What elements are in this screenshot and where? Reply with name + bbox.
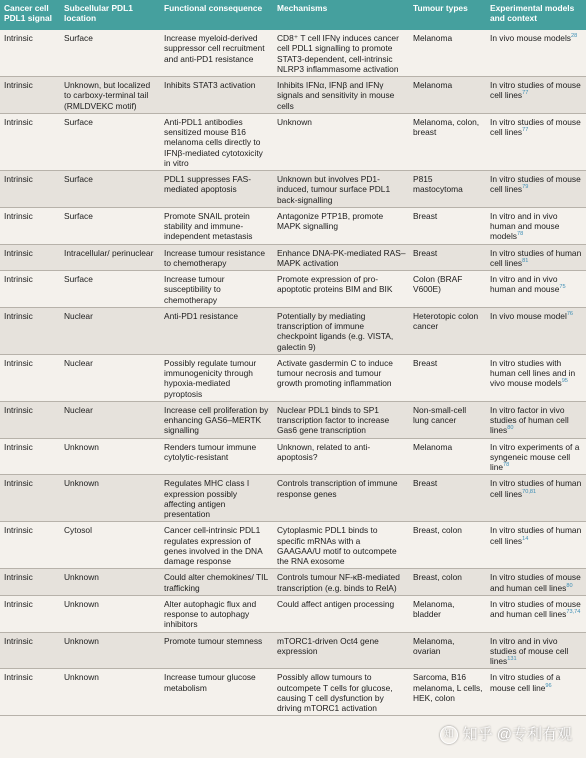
cell-mechanisms (273, 271, 409, 308)
cell-location (60, 77, 160, 114)
cell-models-text: In vivo mouse model (490, 310, 567, 321)
cell-mechanisms (273, 207, 409, 244)
cell-models (486, 30, 586, 77)
cell-consequence-text: Cancer cell-intrinsic PDL1 regulates expression of genes involved in the DNA damage response (164, 525, 263, 566)
cell-tumour-types (409, 401, 486, 438)
cell-consequence (160, 569, 273, 596)
cell-mechanisms-text: Controls tumour NF-κB-mediated transcription (e.g. binds to RelA) (277, 572, 400, 593)
header-consequence: Functional consequence (160, 0, 273, 30)
cell-models-text: In vitro and in vivo human and mouse models (490, 210, 560, 242)
table-row (0, 475, 586, 522)
cell-models (486, 113, 586, 170)
cell-location-text: Surface (64, 210, 93, 221)
reference-number[interactable]: 70,81 (522, 488, 537, 495)
cell-signal-text: Intrinsic (4, 404, 33, 415)
cell-mechanisms (273, 438, 409, 475)
cell-models-text: In vitro studies of mouse cell lines (490, 174, 581, 195)
cell-signal (0, 438, 60, 475)
cell-mechanisms-text: Promote expression of pro-apoptotic proteins BIM and BIK (277, 274, 393, 295)
cell-signal (0, 669, 60, 716)
cell-signal (0, 207, 60, 244)
cell-mechanisms-text: Cytoplasmic PDL1 binds to specific mRNAs with a GAAGAA/U motif to outcompete the RNA exosome (277, 525, 397, 566)
reference-number[interactable]: 14 (522, 535, 529, 542)
cell-signal-text: Intrinsic (4, 635, 33, 646)
cell-signal-text: Intrinsic (4, 357, 33, 368)
table-row (0, 244, 586, 271)
table-row (0, 271, 586, 308)
cell-consequence-text: Increase myeloid-derived suppressor cell recruitment and anti-PD1 resistance (164, 33, 265, 64)
cell-models-text: In vitro experiments of a syngeneic mouse cell line (490, 441, 580, 472)
cell-consequence-text: Promote tumour stemness (164, 635, 263, 646)
table-row (0, 569, 586, 596)
table-row (0, 207, 586, 244)
cell-signal (0, 632, 60, 669)
cell-consequence (160, 595, 273, 632)
cell-consequence (160, 438, 273, 475)
cell-signal-text: Intrinsic (4, 80, 33, 90)
cell-tumour-types-text: Melanoma, bladder (413, 598, 455, 619)
table-row (0, 522, 586, 569)
cell-tumour-types-text: Breast (413, 247, 438, 258)
cell-signal-text: Intrinsic (4, 672, 33, 683)
cell-location (60, 475, 160, 522)
cell-location-text: Unknown (64, 441, 99, 452)
cell-mechanisms (273, 401, 409, 438)
reference-number[interactable]: 75 (559, 284, 566, 291)
table-row (0, 354, 586, 401)
reference-number[interactable]: 28 (571, 33, 578, 40)
cell-consequence-text: PDL1 suppresses FAS-mediated apoptosis (164, 174, 252, 195)
cell-tumour-types (409, 475, 486, 522)
cell-location-text: Unknown (64, 572, 99, 583)
header-row (0, 0, 586, 30)
reference-number[interactable]: 78 (517, 231, 524, 238)
cell-consequence-text: Anti-PD1 resistance (164, 310, 239, 321)
cell-location (60, 438, 160, 475)
cell-mechanisms (273, 595, 409, 632)
cell-models (486, 354, 586, 401)
cell-signal (0, 171, 60, 208)
cell-tumour-types (409, 438, 486, 475)
cell-location-text: Nuclear (64, 310, 93, 321)
reference-number[interactable]: 77 (522, 127, 529, 134)
cell-consequence-text: Increase tumour susceptibility to chemotherapy (164, 274, 225, 305)
cell-location (60, 354, 160, 401)
cell-location-text: Surface (64, 274, 93, 284)
cell-models (486, 522, 586, 569)
cell-mechanisms-text: Unknown (277, 116, 312, 127)
cell-models (486, 595, 586, 632)
reference-number[interactable]: 131 (507, 656, 517, 663)
cell-tumour-types-text: Breast (413, 478, 438, 489)
cell-models (486, 438, 586, 475)
cell-mechanisms (273, 77, 409, 114)
cell-consequence-text: Possibly regulate tumour immunogenicity through hypoxia-mediated pyroptosis (164, 357, 257, 399)
cell-location-text: Nuclear (64, 357, 93, 368)
cell-models (486, 207, 586, 244)
cell-tumour-types-text: Heterotopic colon cancer (413, 310, 479, 331)
cell-consequence (160, 354, 273, 401)
cell-tumour-types (409, 307, 486, 354)
cell-mechanisms (273, 307, 409, 354)
cell-location-text: Unknown (64, 478, 99, 489)
reference-number[interactable]: 80 (566, 582, 573, 589)
cell-location (60, 30, 160, 77)
cell-location-text: Unknown (64, 635, 99, 646)
cell-models-text: In vitro studies of a mouse cell line (490, 672, 561, 693)
cell-mechanisms (273, 354, 409, 401)
cell-location (60, 113, 160, 170)
cell-tumour-types-text: Melanoma (413, 33, 453, 43)
reference-number[interactable]: 73,74 (566, 609, 581, 616)
cell-tumour-types (409, 271, 486, 308)
cell-consequence (160, 307, 273, 354)
cell-consequence-text: Anti-PDL1 antibodies sensitized mouse B16 melanoma cells directly to IFNβ-mediated cytotoxicity in vitro (164, 116, 263, 168)
cell-consequence-text: Promote SNAIL protein stability and immune-independent metastasis (164, 210, 253, 242)
cell-signal (0, 113, 60, 170)
cell-models (486, 77, 586, 114)
cell-location (60, 401, 160, 438)
cell-mechanisms-text: CD8⁺ T cell IFNγ induces cancer cell PDL1 signalling to promote STAT3-dependent, cell-intrinsic NLRP3 inflammasome activation (277, 33, 399, 74)
cell-models (486, 475, 586, 522)
cell-consequence (160, 207, 273, 244)
cell-signal-text: Intrinsic (4, 174, 33, 184)
header-location: Subcellular PDL1 location (60, 0, 160, 30)
cell-signal (0, 522, 60, 569)
table-row (0, 171, 586, 208)
cell-mechanisms (273, 30, 409, 77)
cell-tumour-types-text: P815 mastocytoma (413, 174, 463, 195)
cell-tumour-types (409, 522, 486, 569)
table-row (0, 669, 586, 716)
watermark-text: 知乎 @专利有观 (462, 725, 572, 743)
cell-consequence-text: Increase tumour glucose metabolism (164, 672, 256, 693)
zhihu-logo-icon: 知 (440, 726, 458, 744)
cell-location (60, 522, 160, 569)
table-row (0, 77, 586, 114)
cell-signal-text: Intrinsic (4, 441, 33, 452)
zhihu-watermark (440, 726, 572, 744)
cell-models (486, 244, 586, 271)
cell-consequence (160, 77, 273, 114)
table-body (0, 30, 586, 716)
cell-mechanisms-text: Possibly allow tumours to outcompete T cells for glucose, causing T cell dysfunction by driving mTORC1 activation (277, 672, 393, 713)
cell-mechanisms-text: Inhibits IFNα, IFNβ and IFNγ signals and sensitivity in mouse cells (277, 80, 395, 111)
cell-models-text: In vitro and in vivo studies of mouse cell lines (490, 635, 569, 666)
cell-models-text: In vitro studies of mouse cell lines (490, 80, 581, 101)
cell-signal (0, 30, 60, 77)
cell-consequence-text: Increase tumour resistance to chemotherapy (164, 247, 266, 268)
cell-tumour-types (409, 595, 486, 632)
cell-tumour-types-text: Melanoma, colon, breast (413, 116, 480, 137)
cell-mechanisms-text: Unknown but involves PD1-induced, tumour surface PDL1 back-signalling (277, 174, 391, 205)
header-models: Experimental models and context (486, 0, 586, 30)
cell-location (60, 207, 160, 244)
cell-signal (0, 244, 60, 271)
table-header (0, 0, 586, 30)
cell-tumour-types (409, 632, 486, 669)
table-row (0, 401, 586, 438)
table-row (0, 307, 586, 354)
cell-models-text: In vivo mouse models (490, 33, 571, 43)
cell-mechanisms (273, 632, 409, 669)
cell-tumour-types-text: Colon (BRAF V600E) (413, 274, 463, 295)
cell-consequence-text: Inhibits STAT3 activation (164, 80, 256, 90)
cell-models-text: In vitro and in vivo human and mouse (490, 274, 560, 295)
cell-tumour-types (409, 30, 486, 77)
cell-mechanisms (273, 113, 409, 170)
cell-models (486, 171, 586, 208)
cell-mechanisms-text: mTORC1-driven Oct4 gene expression (277, 635, 379, 656)
cell-consequence-text: Regulates MHC class I expression possibly affecting antigen presentation (164, 478, 250, 519)
cell-signal-text: Intrinsic (4, 478, 33, 489)
cell-location-text: Nuclear (64, 404, 93, 415)
cell-location (60, 171, 160, 208)
cell-mechanisms-text: Controls transcription of immune response genes (277, 478, 398, 499)
cell-models (486, 271, 586, 308)
cell-mechanisms-text: Could affect antigen processing (277, 598, 395, 609)
cell-signal-text: Intrinsic (4, 247, 33, 258)
cell-models-text: In vitro studies of human cell lines (490, 525, 582, 546)
table-row (0, 113, 586, 170)
cell-signal-text: Intrinsic (4, 116, 33, 127)
cell-location-text: Surface (64, 33, 93, 43)
cell-signal-text: Intrinsic (4, 525, 33, 536)
table-row (0, 438, 586, 475)
cell-location-text: Intracellular/ perinuclear (64, 247, 154, 258)
cell-models-text: In vitro studies with human cell lines and in vivo mouse models (490, 357, 576, 389)
cell-mechanisms-text: Unknown, related to anti-apoptosis? (277, 441, 371, 462)
cell-consequence (160, 244, 273, 271)
cell-tumour-types-text: Sarcoma, B16 melanoma, L cells, HEK, colon (413, 672, 483, 703)
cell-signal-text: Intrinsic (4, 33, 33, 43)
cell-tumour-types-text: Melanoma (413, 80, 453, 90)
cell-location (60, 307, 160, 354)
cell-models-text: In vitro studies of mouse and human cell lines (490, 598, 581, 619)
reference-number[interactable]: 96 (545, 682, 552, 689)
reference-number[interactable]: 81 (522, 257, 529, 264)
table-row (0, 632, 586, 669)
cell-signal-text: Intrinsic (4, 572, 33, 583)
reference-number[interactable]: 78 (503, 462, 510, 469)
cell-models-text: In vitro studies of human cell lines (490, 478, 582, 499)
cell-consequence (160, 113, 273, 170)
cell-mechanisms-text: Enhance DNA-PK-mediated RAS–MAPK activation (277, 247, 406, 268)
cell-location-text: Unknown, but localized to carboxy-terminal tail (RMLDVEKC motif) (64, 80, 151, 111)
cell-tumour-types (409, 569, 486, 596)
cell-consequence-text: Alter autophagic flux and response to autophagy inhibitors (164, 598, 257, 630)
cell-mechanisms-text: Nuclear PDL1 binds to SP1 transcription factor to increase Gas6 gene transcription (277, 404, 390, 436)
cell-tumour-types (409, 244, 486, 271)
reference-number[interactable]: 95 (561, 378, 568, 385)
cell-location-text: Surface (64, 116, 93, 127)
cell-location-text: Unknown (64, 672, 99, 683)
cell-models (486, 669, 586, 716)
cell-consequence (160, 669, 273, 716)
cell-mechanisms (273, 475, 409, 522)
cell-tumour-types (409, 207, 486, 244)
cell-location (60, 595, 160, 632)
cell-signal (0, 475, 60, 522)
cell-signal-text: Intrinsic (4, 274, 33, 284)
cell-consequence (160, 271, 273, 308)
table-row (0, 595, 586, 632)
cell-signal (0, 271, 60, 308)
cell-mechanisms (273, 244, 409, 271)
cell-signal-text: Intrinsic (4, 598, 33, 609)
cell-consequence (160, 475, 273, 522)
cell-tumour-types (409, 113, 486, 170)
cell-models (486, 307, 586, 354)
cell-signal (0, 595, 60, 632)
cell-consequence (160, 30, 273, 77)
cell-mechanisms-text: Potentially by mediating transcription of immune checkpoint ligands (e.g. VISTA, galectin 9) (277, 310, 394, 352)
cell-tumour-types-text: Melanoma, ovarian (413, 635, 455, 656)
cell-signal-text: Intrinsic (4, 210, 33, 221)
cell-mechanisms (273, 171, 409, 208)
cell-signal (0, 569, 60, 596)
cell-mechanisms-text: Antagonize PTP1B, promote MAPK signalling (277, 210, 384, 231)
reference-number[interactable]: 77 (522, 90, 529, 97)
cell-models (486, 569, 586, 596)
cell-tumour-types-text: Breast (413, 357, 438, 368)
cell-location-text: Cytosol (64, 525, 92, 536)
reference-number[interactable]: 76 (566, 310, 574, 317)
cell-consequence (160, 522, 273, 569)
cell-consequence (160, 171, 273, 208)
cell-models-text: In vitro factor in vivo studies of human cell lines (490, 404, 569, 436)
cell-tumour-types (409, 77, 486, 114)
cell-tumour-types-text: Breast, colon (413, 572, 462, 583)
cell-tumour-types-text: Breast (413, 210, 438, 221)
header-signal: Cancer cell PDL1 signal (0, 0, 60, 30)
cell-models-text: In vitro studies of mouse cell lines (490, 116, 581, 137)
cell-signal (0, 77, 60, 114)
cell-consequence-text: Increase cell proliferation by enhancing GAS6–MERTK signalling (164, 404, 269, 436)
cell-location (60, 669, 160, 716)
cell-mechanisms (273, 569, 409, 596)
cell-location (60, 632, 160, 669)
cell-mechanisms-text: Activate gasdermin C to induce tumour necrosis and tumour growth promoting inflammation (277, 357, 393, 389)
reference-number[interactable]: 79 (522, 184, 529, 191)
cell-models-text: In vitro studies of mouse and human cell lines (490, 572, 581, 593)
cell-mechanisms (273, 522, 409, 569)
cell-location (60, 244, 160, 271)
cell-consequence-text: Could alter chemokines/ TIL trafficking (164, 572, 268, 593)
cell-location-text: Unknown (64, 598, 99, 609)
cell-signal-text: Intrinsic (4, 310, 33, 321)
reference-number[interactable]: 80 (507, 425, 514, 432)
cell-signal (0, 354, 60, 401)
cell-location-text: Surface (64, 174, 93, 184)
cell-tumour-types (409, 171, 486, 208)
cell-tumour-types-text: Non-small-cell lung cancer (413, 404, 467, 425)
cell-tumour-types-text: Breast, colon (413, 525, 462, 536)
cell-signal (0, 307, 60, 354)
cell-location (60, 569, 160, 596)
header-mechanisms: Mechanisms (273, 0, 409, 30)
header-tumour-types: Tumour types (409, 0, 486, 30)
cell-models-text: In vitro studies of human cell lines (490, 247, 582, 268)
cell-signal (0, 401, 60, 438)
cell-mechanisms (273, 669, 409, 716)
cell-location (60, 271, 160, 308)
cell-tumour-types-text: Melanoma (413, 441, 453, 452)
table-row (0, 30, 586, 77)
cell-tumour-types (409, 354, 486, 401)
cell-tumour-types (409, 669, 486, 716)
cell-models (486, 401, 586, 438)
cell-consequence-text: Renders tumour immune cytolytic-resistant (164, 441, 257, 462)
cell-models (486, 632, 586, 669)
cell-consequence (160, 401, 273, 438)
cell-consequence (160, 632, 273, 669)
